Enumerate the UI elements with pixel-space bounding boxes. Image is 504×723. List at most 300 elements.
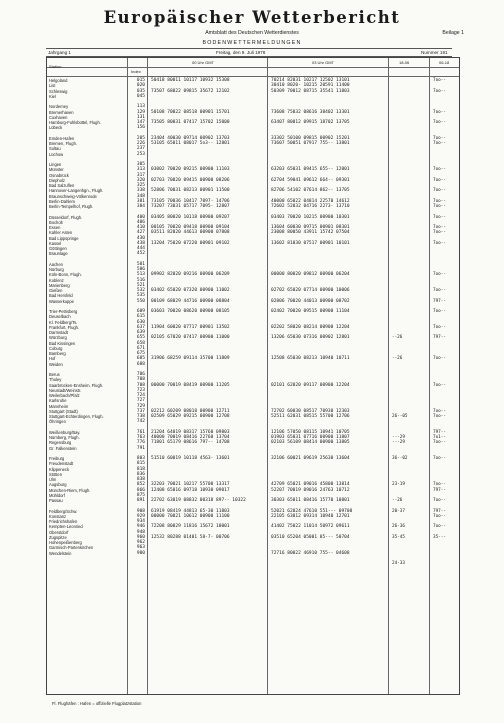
station-index: 763: [136, 435, 145, 440]
station-name: Darmstadt: [49, 330, 68, 335]
station-name: Zugspitze: [49, 534, 67, 540]
station-name: Würzburg: [49, 335, 67, 341]
obs-03-gmt: 72716 80022 46910 755-- 04608: [271, 550, 350, 556]
station-name: Bad Kissingen: [49, 340, 76, 346]
extra-b: 7oo--: [433, 309, 446, 314]
obs-03-gmt: 02202 58020 08214 00900 12204: [271, 324, 350, 330]
obs-00-gmt: 50418 80011 10117 10932 15308: [151, 78, 230, 83]
station-name: Ulm: [49, 477, 57, 482]
extra-b: 7oo--: [433, 230, 446, 236]
station-name: Lingen: [49, 162, 62, 167]
station-name: Saarbrücken-Ensheim, Flugh.: [49, 382, 104, 388]
extra-b: 7oo--: [433, 109, 446, 115]
station-index: 305: [136, 162, 145, 167]
station-index: 253: [136, 151, 145, 157]
station-name: Hof: [49, 356, 56, 362]
extra-b: 7o1--: [433, 435, 446, 440]
station-index: 962: [136, 540, 145, 545]
station-name: Weiden: [49, 361, 63, 367]
station-name: Kahler Asten: [49, 230, 73, 236]
station-name: Essen: [49, 225, 61, 230]
station-index: 427: [136, 230, 145, 236]
station-index: 320: [136, 177, 145, 183]
extra-b: 7oo--: [433, 214, 446, 220]
station-index: 205: [136, 135, 145, 141]
station-name: Berus: [49, 372, 60, 377]
obs-03-gmt: 52207 70019 09016 24763 10712: [271, 487, 350, 493]
station-index: 630: [136, 319, 145, 325]
obs-00-gmt: 13204 75020 07220 00901 09102: [151, 240, 230, 246]
station-index: 501: [136, 261, 145, 267]
station-name: Wendelstein: [49, 550, 72, 556]
extra-b: 7oo--: [433, 482, 446, 488]
station-name: Augsburg: [49, 482, 67, 488]
station-name: Aachen: [49, 261, 63, 267]
extra-b: 797--: [433, 335, 446, 341]
station-name: Stötten: [49, 471, 62, 477]
station-name: Nürburg: [49, 267, 64, 272]
station-index: 729: [136, 403, 145, 409]
extra-b: 7oo--: [433, 498, 446, 503]
station-name: Bocholt: [49, 219, 63, 225]
station-index: 727: [136, 398, 145, 404]
station-name: Garmisch-Partenkirchen: [49, 545, 94, 551]
station-name: Bremen, Flugh.: [49, 141, 77, 146]
station-index: 550: [136, 298, 145, 304]
obs-00-gmt: 09902 82020 09216 00900 06209: [151, 272, 230, 278]
obs-00-gmt: 31906 68259 09114 35700 11809: [151, 356, 230, 362]
extra-b: 7oo--: [433, 198, 446, 204]
station-name: Diepholz: [49, 177, 65, 183]
extra-b: 7oo--: [433, 414, 446, 419]
obs-03-gmt: 13602 81030 07517 00901 10101: [271, 240, 350, 246]
station-name: Helgoland: [49, 78, 68, 83]
station-name: Kiel: [49, 93, 56, 99]
station-index: 742: [136, 419, 145, 425]
obs-03-gmt: 01903 65031 07716 00900 11807: [271, 435, 350, 440]
obs-00-gmt: 12408 65016 09718 10930 09017: [151, 487, 230, 493]
obs-00-gmt: 02212 60209 08018 00900 12711: [151, 408, 230, 414]
station-name: Öhringen: [49, 419, 66, 425]
obs-00-gmt: 03603 70020 08620 00900 08105: [151, 309, 230, 314]
station-index: 908: [136, 508, 145, 514]
obs-03-gmt: 13604 60030 09715 00901 08301: [271, 225, 350, 230]
obs-00-gmt: 40000 70019 08416 22760 13704: [151, 435, 230, 440]
obs-03-gmt: 72602 52032 04716 2273- 13710: [271, 204, 350, 209]
station-name: Deuselbach: [49, 314, 71, 320]
station-index: 866: [136, 487, 145, 493]
extra-a: ---29: [392, 435, 405, 440]
station-index: 430: [136, 235, 145, 241]
station-index: 891: [136, 498, 145, 503]
obs-00-gmt: 73207 73031 05717 7095- 12807: [151, 204, 230, 209]
obs-03-gmt: 33302 50100 09815 00902 15201: [271, 135, 350, 141]
extra-a: --26: [392, 335, 403, 341]
station-name: Mühldorf: [49, 492, 65, 498]
station-name: Neustadt/Weinstr.: [49, 387, 82, 393]
station-index: 980: [136, 550, 145, 556]
station-index: 875: [136, 492, 145, 498]
extra-b: 7oo--: [433, 240, 446, 246]
station-name: Kl. Feldberg/Ts.: [49, 319, 78, 325]
obs-00-gmt: 03002 70020 09215 00900 11103: [151, 167, 230, 173]
station-name: Weißenburg/Bay.: [49, 429, 81, 435]
extra-b: 7oo--: [433, 88, 446, 94]
station-index: 226: [136, 141, 145, 146]
station-index: 737: [136, 408, 145, 414]
station-index: 444: [136, 246, 145, 251]
station-name: Hannover-Langenhgn., Flugh.: [49, 188, 104, 194]
extra-a: --26: [392, 498, 403, 503]
station-name: Göttingen: [49, 246, 67, 251]
station-index: 637: [136, 324, 145, 330]
station-index: 015: [136, 78, 145, 83]
station-index: 838: [136, 477, 145, 482]
extra-a: 36--02: [392, 456, 408, 461]
obs-00-gmt: 52806 70031 08213 00901 11500: [151, 188, 230, 194]
table-row: [47, 561, 459, 566]
station-index: 852: [136, 482, 145, 488]
station-name: Cuxhaven: [49, 114, 68, 120]
extra-b: 797--: [433, 508, 446, 514]
extra-b: 7oo--: [433, 188, 446, 194]
extra-b: 797--: [433, 487, 446, 493]
obs-00-gmt: 12532 80288 01401 58-7- 00706: [151, 534, 230, 540]
extra-b: 7oo--: [433, 120, 446, 125]
station-index: 948: [136, 529, 145, 535]
obs-03-gmt: 41402 75022 11014 50972 09611: [271, 524, 350, 530]
obs-03-gmt: 52021 62024 47610 551--- 09708: [271, 508, 353, 514]
extra-b: 7oo--: [433, 167, 446, 173]
extra-b: 7oo--: [433, 382, 446, 388]
obs-03-gmt: 13206 65030 07316 00902 12801: [271, 335, 350, 341]
station-index: 708: [136, 382, 145, 388]
station-index: 113: [136, 104, 145, 110]
obs-00-gmt: 00105 70020 09418 00900 09104: [151, 225, 230, 230]
station-name: Braunschweig-Völkenrode: [49, 193, 97, 199]
obs-03-gmt: 23008 80050 43911 15742 07504: [271, 230, 350, 236]
info-bar: [46, 48, 452, 57]
obs-03-gmt: 42709 65021 09016 45800 13814: [271, 482, 350, 488]
station-name: Coburg: [49, 345, 63, 351]
station-index: 020: [136, 83, 145, 89]
station-name: Norderney: [49, 104, 69, 110]
obs-03-gmt: 02103 56109 08414 00900 13805: [271, 440, 350, 446]
station-name: Friedrichshafen: [49, 519, 78, 524]
obs-00-gmt: 73105 70036 10417 7097- 14706: [151, 198, 230, 204]
station-name: Weilerbach/Pfalz: [49, 393, 80, 398]
station-name: Bremerhaven: [49, 109, 74, 115]
station-name: Bamberg: [49, 351, 66, 356]
station-name: Osnabrück: [49, 172, 69, 178]
obs-00-gmt: 11904 60020 07717 00901 13502: [151, 324, 230, 330]
station-index: 381: [136, 198, 145, 204]
obs-00-gmt: 03402 65020 07320 00900 11002: [151, 288, 230, 293]
station-index: 535: [136, 293, 145, 299]
station-index: 156: [136, 125, 145, 131]
extra-b: 35---: [433, 534, 446, 540]
station-name: Konstanz: [49, 513, 67, 519]
extra-b: 7oo--: [433, 177, 446, 183]
station-name: Lübeck: [49, 125, 63, 131]
station-name: Gr. Falkenstein: [49, 445, 77, 451]
obs-03-gmt: 12106 57050 08115 10941 10705: [271, 429, 350, 435]
obs-00-gmt: 50108 70022 08518 00901 15701: [151, 109, 230, 115]
obs-03-gmt: 63407 80012 09915 18702 13705: [271, 120, 350, 125]
station-name: Oberstdorf: [49, 529, 69, 535]
station-index: 738: [136, 414, 145, 419]
extra-a: 20-37: [392, 508, 405, 514]
station-name: Berlin-Dahlem: [49, 198, 75, 204]
station-index: 348: [136, 193, 145, 199]
station-name: Wasserkuppe: [49, 298, 74, 304]
beilage-label: Beilage 1: [442, 30, 464, 36]
station-index: 438: [136, 240, 145, 246]
station-index: 791: [136, 445, 145, 451]
extra-b: 7oo--: [433, 78, 446, 83]
station-index: 708: [136, 377, 145, 383]
station-name: Koblenz: [49, 277, 64, 283]
station-index: 406: [136, 219, 145, 225]
station-index: 675: [136, 351, 145, 356]
obs-03-gmt: 52511 62031 08515 55700 12706: [271, 414, 350, 419]
report-subtitle: Amtsblatt des Deutschen Wetterdienstes: [205, 30, 299, 36]
station-index: 521: [136, 282, 145, 288]
obs-03-gmt: 12508 65030 08213 10940 10711: [271, 356, 350, 362]
station-name: Feldberg/Schw.: [49, 508, 78, 514]
station-index: 723: [136, 387, 145, 393]
extra-b: 7oo--: [433, 456, 446, 461]
extra-a: 23-19: [392, 482, 405, 488]
station-index: 761: [136, 429, 145, 435]
obs-00-gmt: 00000 70021 10612 00900 11100: [151, 513, 230, 519]
extra-a: --26: [392, 356, 403, 362]
station-name: Passau: [49, 498, 63, 503]
station-index: 655: [136, 335, 145, 341]
obs-03-gmt: 73607 50051 07917 755-- 13801: [271, 141, 350, 146]
obs-00-gmt: 03405 80020 10118 00900 09207: [151, 214, 230, 220]
station-index: 776: [136, 440, 145, 446]
station-index: 035: [136, 88, 145, 94]
station-index: 963: [136, 545, 145, 551]
station-index: 960: [136, 534, 145, 540]
station-name: Stuttgart-Echterdingen, Flugh.: [49, 414, 104, 419]
station-index: 639: [136, 330, 145, 335]
obs-03-gmt: 22105 63012 09314 10940 12701: [271, 513, 350, 519]
issue-number: Nummer 191: [421, 50, 448, 55]
extra-b: 7oo--: [433, 141, 446, 146]
obs-00-gmt: 23404 40030 09714 00902 13703: [151, 135, 230, 141]
station-name: Nürnberg, Flugh.: [49, 435, 80, 440]
obs-00-gmt: 32203 70021 10217 55700 13317: [151, 482, 230, 488]
index-col-header: Index: [131, 69, 141, 74]
obs-03-gmt: 02806 70020 44013 00900 08702: [271, 298, 350, 304]
extra-b: 7oo--: [433, 356, 446, 362]
extra-b: 7oo--: [433, 135, 446, 141]
footnote: Fl. Flughäfen : Hafen = offizielle Flugplatzstation: [52, 701, 142, 706]
extra-a: 26-36: [392, 524, 405, 530]
station-name: Kempten-Leonried: [49, 524, 83, 530]
extra-b: 797--: [433, 298, 446, 304]
obs-00-gmt: 61919 08419 44813 65-30 11803: [151, 508, 230, 514]
obs-03-gmt: 02101 62020 09117 00900 12204: [271, 382, 350, 388]
station-name: Trier-Petrisberg: [49, 309, 78, 314]
station-name: Hohenpeißenberg: [49, 540, 82, 545]
station-index: 836: [136, 471, 145, 477]
obs-00-gmt: 73507 68022 09815 35672 12102: [151, 88, 230, 94]
station-name: Bad Salzuflen: [49, 183, 75, 188]
station-index: 615: [136, 314, 145, 320]
report-title: Europäischer Wetterbericht: [103, 8, 401, 27]
obs-03-gmt: 70214 82031 10217 12502 13101: [271, 78, 350, 83]
station-index: 671: [136, 345, 145, 351]
extra-b: 7oo--: [433, 288, 446, 293]
station-index: 452: [136, 251, 145, 257]
station-index: 818: [136, 466, 145, 472]
station-index: 338: [136, 188, 145, 194]
time-a-col-header: 00 Uhr GMT: [192, 60, 215, 65]
obs-03-gmt: 03510 65204 05001 85--- 50704: [271, 534, 350, 540]
station-col-header: Station: [49, 64, 62, 69]
obs-03-gmt: 50309 70012 08715 35541 11803: [271, 88, 350, 94]
extra-a: 26--05: [392, 414, 408, 419]
obs-00-gmt: 22702 63019 08832 00318 897-- 10322: [151, 498, 246, 503]
station-index: 724: [136, 393, 145, 398]
extra-b: 7oo--: [433, 225, 446, 230]
obs-03-gmt: 73608 75032 08616 38402 13301: [271, 109, 350, 115]
station-index: 147: [136, 120, 145, 125]
station-index: 934: [136, 519, 145, 524]
issue-date: Freitag, den 9. Juli 1976: [216, 50, 266, 55]
obs-03-gmt: 30410 8020- 10215 20591 11400: [271, 83, 350, 89]
extra-b: 7oo--: [433, 513, 446, 519]
station-name: Berlin-Tempelhof, Flugh.: [49, 204, 94, 209]
obs-00-gmt: 02105 67020 07417 00900 11000: [151, 335, 230, 341]
station-name: München-Riem, Flugh.: [49, 487, 91, 493]
station-name: Kassel: [49, 240, 62, 246]
station-index: 506: [136, 267, 145, 272]
obs-03-gmt: 02702 65020 07714 00900 10006: [271, 288, 350, 293]
obs-00-gmt: 02509 65029 09215 00900 12708: [151, 414, 230, 419]
obs-00-gmt: 72208 80029 11816 15672 10001: [151, 524, 230, 530]
extra-b: 7oo--: [433, 440, 446, 446]
station-index: 803: [136, 456, 145, 461]
extra-b: 7oo--: [433, 204, 446, 209]
station-name: List: [49, 83, 56, 89]
station-name: Soltau: [49, 146, 61, 152]
extra-b: 7oo--: [433, 408, 446, 414]
station-index: 513: [136, 272, 145, 278]
station-name: Bad Lippspringe: [49, 235, 79, 241]
observation-table: [46, 57, 460, 695]
obs-00-gmt: 03511 82020 44613 00900 07808: [151, 230, 230, 236]
extra-a: 24-33: [392, 561, 405, 566]
obs-00-gmt: 73505 80031 07417 15702 15000: [151, 120, 230, 125]
station-index: 313: [136, 167, 145, 173]
time-b-col-header: 03 Uhr GMT: [312, 60, 335, 65]
station-name: Münster: [49, 167, 64, 173]
station-index: 706: [136, 372, 145, 377]
obs-03-gmt: 32106 60021 09619 25630 13604: [271, 456, 350, 461]
station-index: 946: [136, 524, 145, 530]
station-name: Freiburg: [49, 456, 65, 461]
station-index: 129: [136, 109, 145, 115]
station-name: Regensburg: [49, 440, 72, 446]
jahrgang: Jahrgang 1: [48, 50, 71, 55]
extra-a: ---29: [392, 440, 405, 446]
station-name: Köln-Bonn, Flugh.: [49, 272, 82, 278]
extra-b: 797--: [433, 429, 446, 435]
obs-00-gmt: 51510 60019 10118 4563- 13601: [151, 456, 230, 461]
station-index: 045: [136, 93, 145, 99]
extra-b: 7oo--: [433, 324, 446, 330]
station-name: Tholey: [49, 377, 62, 383]
obs-03-gmt: 03403 70020 10215 00900 10301: [271, 214, 350, 220]
station-index: 516: [136, 277, 145, 283]
station-name: Freudenstadt: [49, 461, 74, 467]
station-index: 325: [136, 183, 145, 188]
station-index: 384: [136, 204, 145, 209]
extra-b: 7oo--: [433, 524, 446, 530]
section-title: BODENWETTERMELDUNGEN: [202, 40, 302, 46]
station-index: 317: [136, 172, 145, 178]
extra-a-col-header: 18-06: [399, 60, 410, 65]
station-name: Karlsruhe: [49, 398, 67, 404]
station-index: 532: [136, 288, 145, 293]
obs-00-gmt: 02703 70020 09415 00900 08206: [151, 177, 230, 183]
obs-03-gmt: 00000 80020 09812 00900 06204: [271, 272, 350, 278]
station-name: Bad Hersfeld: [49, 293, 73, 299]
station-name: Hamburg-Fuhlsbüttel, Flugh.: [49, 120, 101, 125]
obs-03-gmt: 62704 59041 09612 664-- 09301: [271, 177, 350, 183]
station-name: Marienberg: [49, 282, 70, 288]
obs-03-gmt: 02402 70020 09515 00900 11104: [271, 309, 350, 314]
station-name: Stuttgart (Stadt): [49, 408, 78, 414]
station-index: 688: [136, 361, 145, 367]
station-index: 929: [136, 513, 145, 519]
obs-00-gmt: 53105 65011 08017 5o3-- 12801: [151, 141, 230, 146]
station-index: 658: [136, 340, 145, 346]
station-index: 685: [136, 356, 145, 362]
station-name: Gießen: [49, 288, 63, 293]
station-name: Schleswig: [49, 88, 68, 94]
obs-03-gmt: 72702 60030 08517 70930 12303: [271, 408, 350, 414]
obs-03-gmt: 30303 65011 08416 15770 10801: [271, 498, 350, 503]
obs-00-gmt: 00109 68029 44716 00900 08804: [151, 298, 230, 304]
station-name: Mannheim: [49, 403, 69, 409]
station-index: 400: [136, 214, 145, 220]
station-index: 410: [136, 225, 145, 230]
obs-00-gmt: 21204 64019 08317 15760 09803: [151, 429, 230, 435]
station-name: Braunlage: [49, 251, 68, 257]
station-name: Klippeneck: [49, 466, 70, 472]
extra-a: 35-45: [392, 534, 405, 540]
station-index: 609: [136, 309, 145, 314]
obs-03-gmt: 40000 65022 04814 22570 14612: [271, 198, 350, 204]
station-name: Frankfurt, Flugh.: [49, 324, 80, 330]
extra-b: 7oo--: [433, 272, 446, 278]
obs-00-gmt: 71801 65179 08616 797-- 14708: [151, 440, 230, 446]
obs-03-gmt: 63203 65031 09415 655-- 12001: [271, 167, 350, 173]
station-index: 815: [136, 461, 145, 467]
station-index: 131: [136, 114, 145, 120]
station-index: 237: [136, 146, 145, 152]
station-name: Emden-Hafen: [49, 135, 75, 141]
table-body: [47, 78, 459, 566]
extra-b-col-header: 06-18: [439, 60, 450, 65]
station-name: Lüchow: [49, 151, 64, 157]
obs-03-gmt: 82706 54102 07614 862-- 13705: [271, 188, 350, 194]
